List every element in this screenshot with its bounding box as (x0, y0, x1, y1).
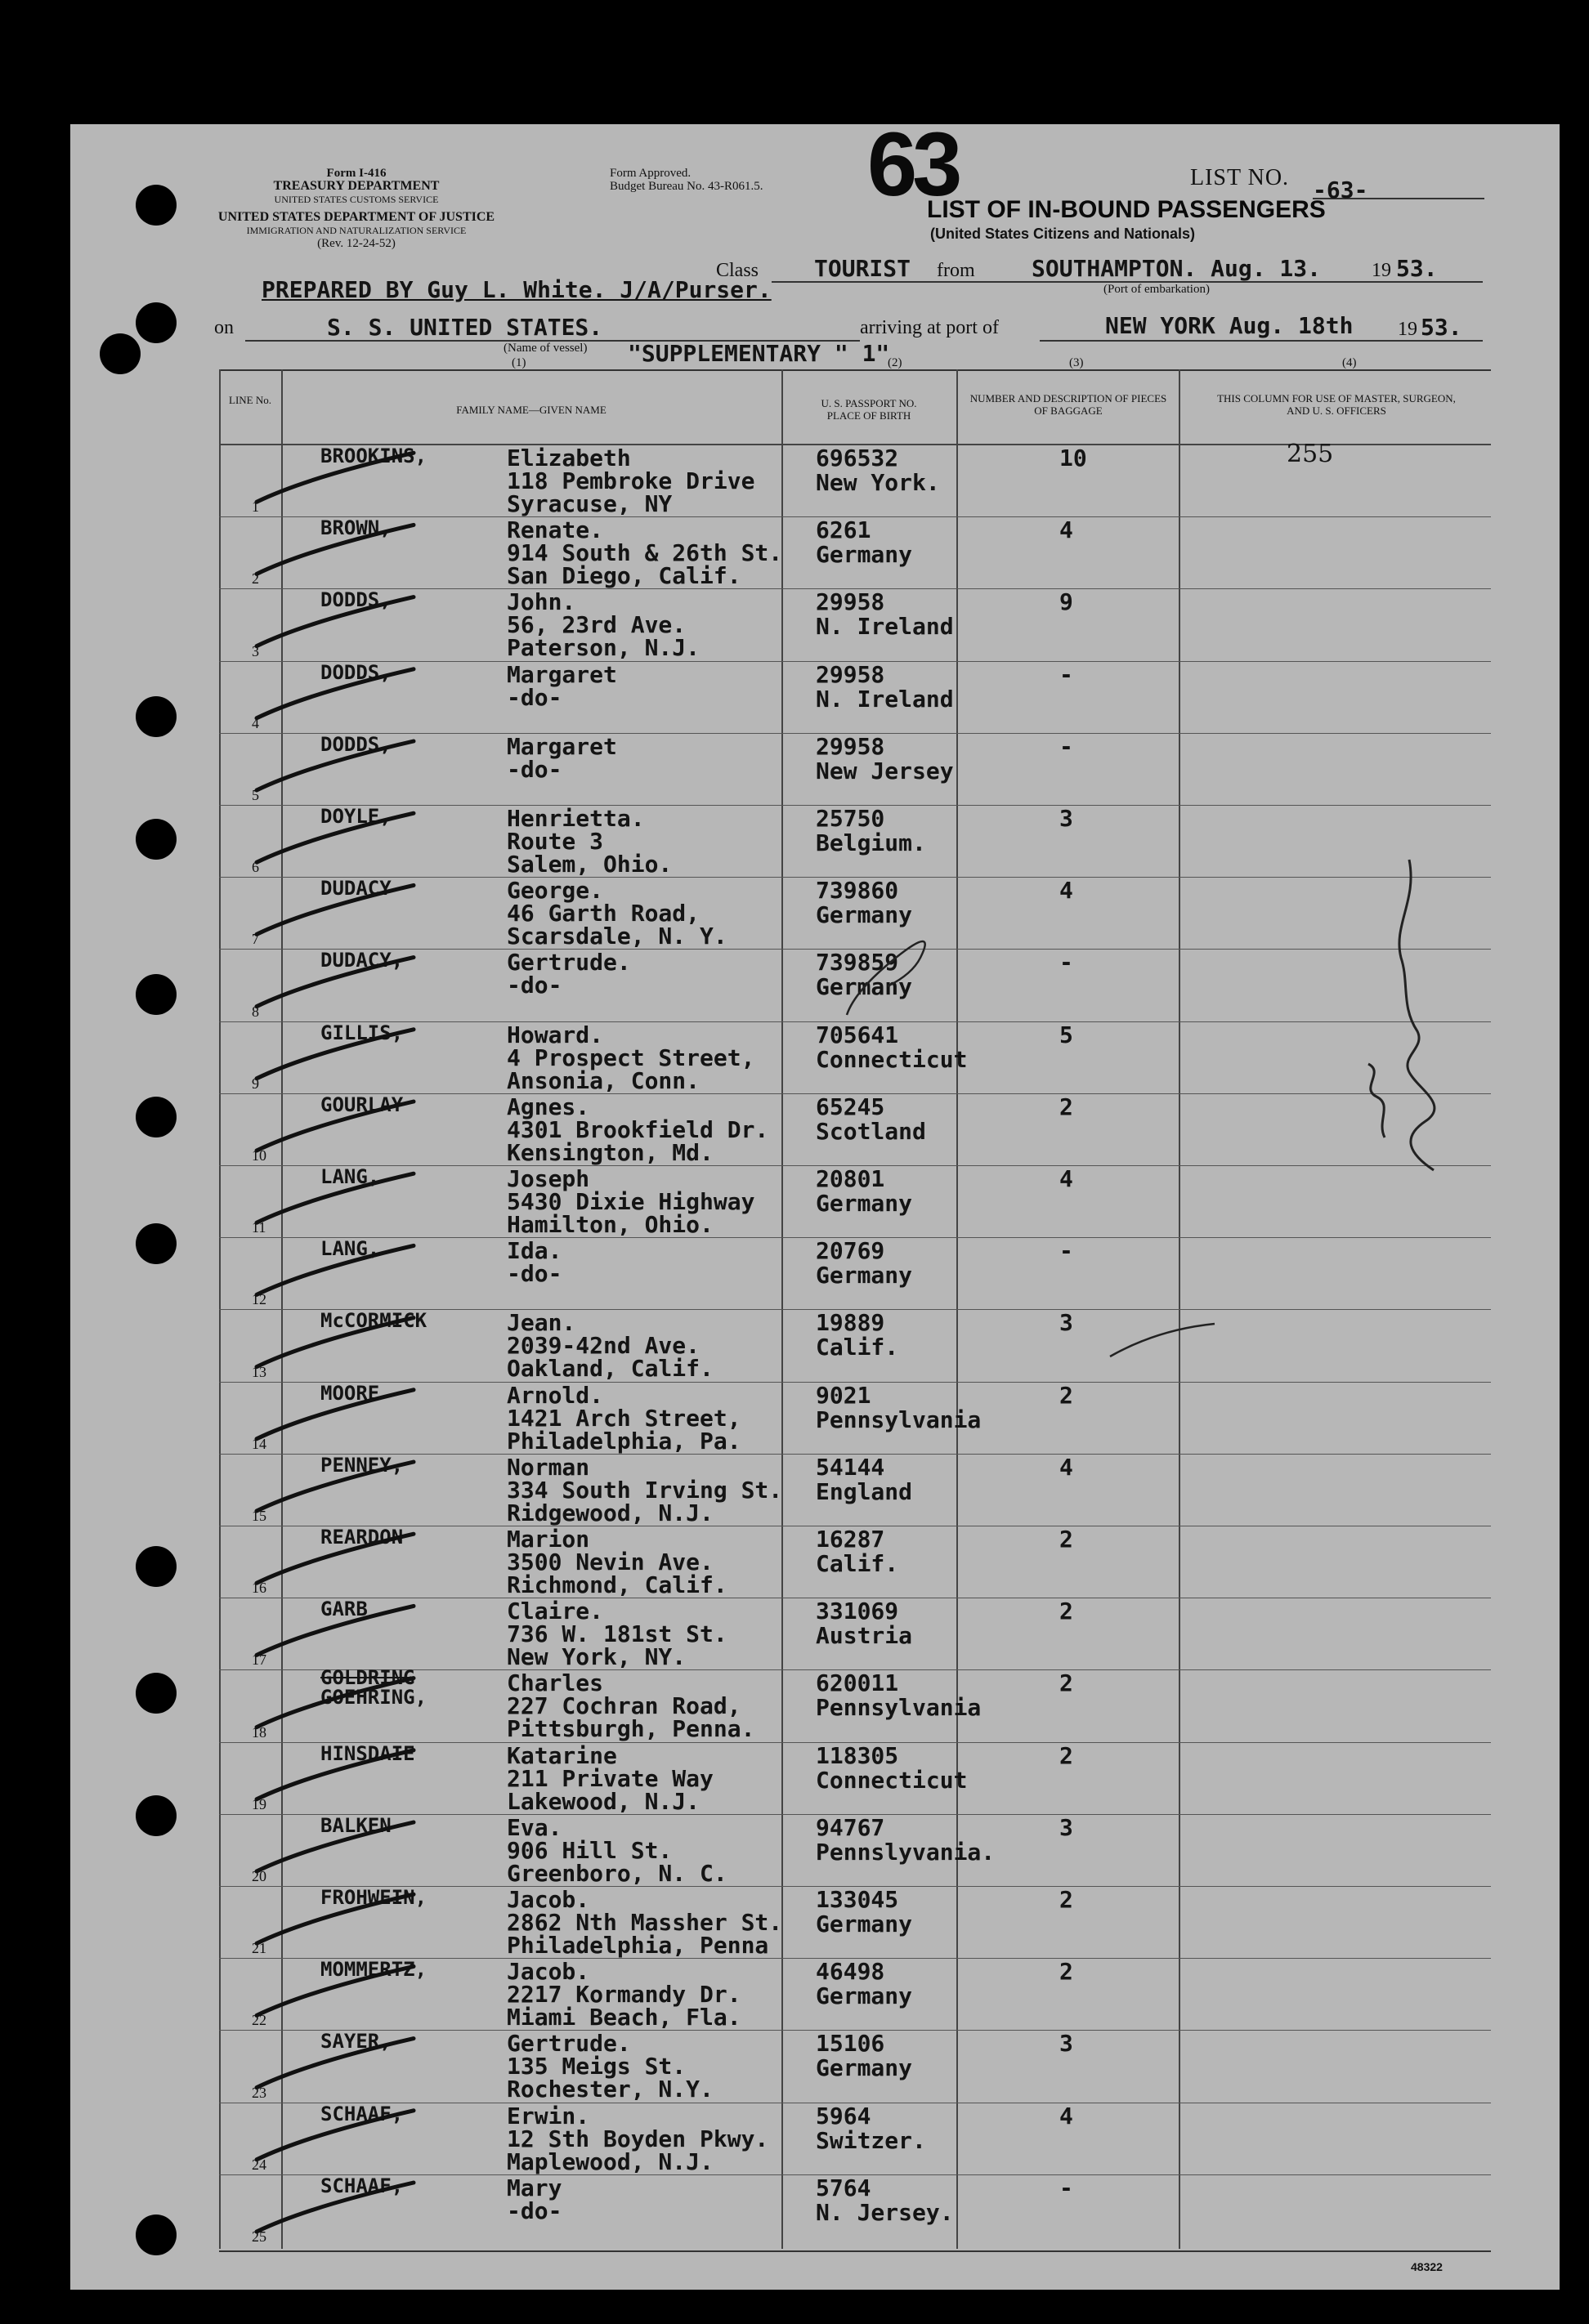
struck-family-name: GOLDRING (320, 1666, 415, 1690)
place-of-birth: Germany (816, 541, 913, 569)
line-number: 4 (252, 714, 259, 731)
baggage-count: - (1059, 1237, 1073, 1265)
manifest-page (70, 124, 1560, 2290)
passport-number: 620011 (816, 1669, 899, 1697)
line-number: 9 (252, 1075, 259, 1092)
customs-service: UNITED STATES CUSTOMS SERVICE (274, 194, 439, 205)
passport-number: 739859 (816, 949, 899, 977)
arrival-value: NEW YORK Aug. 18th (1105, 312, 1354, 339)
place-of-birth: Calif. (816, 1334, 899, 1361)
line-number: 16 (252, 1580, 266, 1597)
place-of-birth: New Jersey (816, 757, 954, 784)
arrival-field (1040, 314, 1483, 342)
header-passport: U. S. PASSPORT NO. PLACE OF BIRTH (821, 397, 917, 422)
given-name: Norman (507, 1453, 590, 1481)
family-name: GOURLAY (320, 1093, 404, 1116)
baggage-count: 3 (1059, 2030, 1073, 2058)
table-row (70, 733, 1560, 805)
passport-number: 5764 (816, 2174, 871, 2201)
family-name: DODDS, (320, 660, 392, 684)
column-1-caption: (1) (512, 356, 526, 369)
table-row (70, 516, 1560, 588)
line-number: 13 (252, 1363, 266, 1380)
passport-number: 46498 (816, 1958, 885, 1986)
arrival-year-prefix: 19 (1398, 319, 1417, 340)
place-of-birth: New York. (816, 469, 940, 496)
place-of-birth: Switzer. (816, 2126, 926, 2154)
address-line-2: Philadelphia, Pa. (507, 1427, 741, 1455)
year-value: 53. (1396, 255, 1438, 282)
given-name: Jacob. (507, 1958, 590, 1986)
line-number: 20 (252, 1867, 266, 1884)
passport-number: 5964 (816, 2102, 871, 2130)
place-of-birth: Germany (816, 2054, 913, 2082)
table-row (70, 1598, 1560, 1669)
address-line-2: Syracuse, NY (507, 490, 673, 517)
place-of-birth: N. Ireland (816, 685, 954, 713)
form-number: Form I-416 (326, 167, 387, 180)
place-of-birth: Pennslyvania. (816, 1838, 996, 1866)
line-number: 19 (252, 1795, 266, 1812)
line-number: 18 (252, 1723, 266, 1741)
line-number: 6 (252, 859, 259, 876)
table-row (70, 588, 1560, 660)
address-line-2: Pittsburgh, Penna. (507, 1715, 755, 1743)
address-line-1: 906 Hill St. (507, 1836, 673, 1864)
line-number: 22 (252, 2012, 266, 2029)
table-row (70, 2174, 1560, 2246)
table-row (70, 440, 1560, 517)
address-line-2: Philadelphia, Penna (507, 1932, 769, 1959)
vessel-name: S. S. UNITED STATES. (327, 314, 603, 341)
line-number: 24 (252, 2156, 266, 2173)
address-line-2: Salem, Ohio. (507, 851, 673, 878)
class-label: Class (716, 260, 759, 281)
passport-number: 696532 (816, 445, 899, 472)
baggage-count: 9 (1059, 588, 1073, 616)
given-name: Mary (507, 2174, 562, 2201)
table-row (70, 1237, 1560, 1309)
baggage-count: 2 (1059, 1886, 1073, 1913)
list-no-field (1313, 172, 1484, 203)
list-title: LIST OF IN-BOUND PASSENGERS (927, 196, 1326, 223)
line-number: 21 (252, 1940, 266, 1957)
place-of-birth: Germany (816, 901, 913, 929)
address-line-2: Miami Beach, Fla. (507, 2004, 741, 2031)
address-line-1: -do- (507, 2197, 562, 2224)
column-2-caption: (2) (888, 356, 902, 369)
place-of-birth: Connecticut (816, 1045, 968, 1073)
address-line-2: Rochester, N.Y. (507, 2076, 714, 2103)
list-big-number: 63 (867, 124, 958, 215)
port-field (987, 255, 1483, 283)
address-line-2: San Diego, Calif. (507, 562, 741, 590)
address-line-1: Route 3 (507, 828, 604, 855)
table-row (70, 877, 1560, 949)
address-line-1: 1421 Arch Street, (507, 1404, 741, 1432)
place-of-birth: Pennsylvania (816, 1406, 982, 1433)
given-name: Charles (507, 1669, 604, 1697)
table-row (70, 1814, 1560, 1886)
table-row (70, 2103, 1560, 2174)
address-line-1: 118 Pembroke Drive (507, 467, 755, 494)
address-line-1: 227 Cochran Road, (507, 1692, 741, 1720)
header-name: FAMILY NAME—GIVEN NAME (456, 404, 607, 416)
baggage-count: 2 (1059, 1093, 1073, 1120)
place-of-birth: Belgium. (816, 829, 926, 856)
address-line-2: Richmond, Calif. (507, 1571, 727, 1598)
family-name: McCORMICK (320, 1309, 427, 1333)
family-name: SCHAAF, (320, 2174, 404, 2197)
place-of-birth: Germany (816, 1190, 913, 1217)
from-label: from (937, 260, 975, 281)
passport-number: 6261 (816, 516, 871, 544)
line-number: 17 (252, 1651, 266, 1669)
line-number: 7 (252, 931, 259, 948)
table-row (70, 2030, 1560, 2102)
column-3-caption: (3) (1069, 356, 1084, 369)
address-line-2: Kensington, Md. (507, 1138, 714, 1166)
family-name: HINSDAIE (320, 1741, 415, 1765)
place-of-birth: Austria (816, 1622, 913, 1650)
footer-code: 48322 (1411, 2260, 1443, 2273)
address-line-2: Lakewood, N.J. (507, 1787, 701, 1815)
passport-number: 29958 (816, 588, 885, 616)
baggage-count: 3 (1059, 1813, 1073, 1841)
table-row (70, 1666, 1560, 1743)
passport-number: 29958 (816, 732, 885, 760)
baggage-count: 5 (1059, 1021, 1073, 1048)
given-name: Elizabeth (507, 445, 631, 472)
place-of-birth: N. Ireland (816, 613, 954, 641)
given-name: Claire. (507, 1598, 604, 1625)
baggage-count: 2 (1059, 1598, 1073, 1625)
justice-dept: UNITED STATES DEPARTMENT OF JUSTICE (217, 210, 495, 224)
address-line-1: 4 Prospect Street, (507, 1044, 755, 1071)
place-of-birth: Pennsylvania (816, 1694, 982, 1722)
line-number: 5 (252, 786, 259, 803)
place-of-birth: N. Jersey. (816, 2198, 954, 2226)
address-line-1: -do- (507, 755, 562, 783)
passport-number: 15106 (816, 2030, 885, 2058)
given-name: John. (507, 588, 576, 616)
table-row (70, 1742, 1560, 1814)
family-name: MOORE (320, 1381, 380, 1405)
family-name: GOEHRING, (320, 1686, 427, 1709)
passport-number: 739860 (816, 877, 899, 905)
baggage-count: 4 (1059, 1165, 1073, 1192)
address-line-2: Hamilton, Ohio. (507, 1211, 714, 1238)
family-name: LANG, (320, 1165, 380, 1188)
given-name: George. (507, 877, 604, 905)
given-name: Arnold. (507, 1381, 604, 1409)
place-of-birth: Germany (816, 1982, 913, 2010)
baggage-count: 2 (1059, 1669, 1073, 1697)
place-of-birth: Germany (816, 1911, 913, 1937)
officer-note: 255 (1287, 440, 1334, 468)
baggage-count: 3 (1059, 805, 1073, 832)
given-name: Erwin. (507, 2102, 590, 2130)
arrival-year-value: 53. (1421, 314, 1462, 341)
baggage-count: 10 (1059, 445, 1087, 472)
address-line-2: New York, NY. (507, 1643, 687, 1671)
address-line-1: 12 Sth Boyden Pkwy. (507, 2125, 769, 2152)
address-line-1: 736 W. 181st St. (507, 1620, 727, 1648)
family-name: DOYLE, (320, 805, 392, 828)
passport-number: 9021 (816, 1381, 871, 1409)
table-row (70, 1526, 1560, 1598)
passport-number: 133045 (816, 1886, 899, 1913)
passport-number: 20769 (816, 1237, 885, 1265)
baggage-count: - (1059, 660, 1073, 688)
binder-hole (100, 333, 141, 374)
table-row (70, 1382, 1560, 1454)
baggage-count: - (1059, 949, 1073, 977)
budget-bureau: Budget Bureau No. 43-R061.5. (610, 180, 763, 193)
line-number: 23 (252, 2084, 266, 2101)
family-name: FROHWEIN, (320, 1886, 427, 1909)
line-number: 1 (252, 498, 259, 516)
given-name: Eva. (507, 1813, 562, 1841)
given-name: Jean. (507, 1309, 576, 1337)
address-line-1: 2039-42nd Ave. (507, 1332, 701, 1360)
baggage-count: 2 (1059, 1526, 1073, 1553)
passport-number: 25750 (816, 805, 885, 832)
address-line-2: Ridgewood, N.J. (507, 1499, 714, 1526)
supplementary-label: "SUPPLEMENTARY " 1" (628, 340, 890, 367)
port-caption: (Port of embarkation) (1103, 283, 1210, 296)
on-label: on (214, 317, 234, 338)
family-name: GILLIS, (320, 1021, 404, 1044)
given-name: Gertrude. (507, 2030, 631, 2058)
line-number: 3 (252, 642, 259, 659)
given-name: Jacob. (507, 1886, 590, 1913)
baggage-count: 2 (1059, 1741, 1073, 1769)
baggage-count: 4 (1059, 1453, 1073, 1481)
passport-number: 20801 (816, 1165, 885, 1192)
baggage-count: 4 (1059, 516, 1073, 544)
family-name: BROWN, (320, 516, 392, 540)
family-name: LANG, (320, 1237, 380, 1261)
family-name: SAYER, (320, 2030, 392, 2054)
form-approval (610, 167, 763, 193)
given-name: Margaret (507, 732, 617, 760)
baggage-count: - (1059, 2174, 1073, 2201)
given-name: Ida. (507, 1237, 562, 1265)
line-number: 10 (252, 1146, 266, 1164)
family-name: DUDACY, (320, 949, 404, 972)
passport-number: 331069 (816, 1598, 899, 1625)
address-line-1: -do- (507, 972, 562, 999)
passport-number: 118305 (816, 1741, 899, 1769)
address-line-1: 211 Private Way (507, 1764, 714, 1792)
family-name: BROOKINS, (320, 445, 427, 467)
port-value: SOUTHAMPTON. Aug. 13. (1032, 255, 1322, 282)
baggage-count: 2 (1059, 1381, 1073, 1409)
address-line-1: 2862 Nth Massher St. (507, 1909, 783, 1936)
given-name: Margaret (507, 660, 617, 688)
table-row (70, 805, 1560, 877)
list-no-value: -63- (1313, 177, 1368, 203)
address-line-2: Maplewood, N.J. (507, 2147, 714, 2175)
given-name: Renate. (507, 516, 604, 544)
table-row (70, 1958, 1560, 2030)
passport-number: 19889 (816, 1309, 885, 1337)
passport-number: 16287 (816, 1526, 885, 1553)
address-line-1: -do- (507, 683, 562, 711)
revision-date: (Rev. 12-24-52) (317, 237, 396, 250)
passport-number: 54144 (816, 1453, 885, 1481)
passport-number: 29958 (816, 660, 885, 688)
address-line-1: 5430 Dixie Highway (507, 1188, 755, 1215)
baggage-count: 3 (1059, 1309, 1073, 1337)
given-name: Agnes. (507, 1093, 590, 1120)
list-subtitle: (United States Citizens and Nationals) (930, 226, 1196, 242)
form-header-left (209, 167, 504, 250)
place-of-birth: England (816, 1477, 913, 1505)
baggage-count: 4 (1059, 877, 1073, 905)
ins-service: IMMIGRATION AND NATURALIZATION SERVICE (246, 225, 467, 236)
address-line-2: Greenboro, N. C. (507, 1859, 727, 1887)
place-of-birth: Germany (816, 1262, 913, 1289)
place-of-birth: Scotland (816, 1117, 926, 1145)
list-no-label: LIST NO. (1190, 165, 1290, 190)
header-officers: THIS COLUMN FOR USE OF MASTER, SURGEON, AND U. S. OFFICERS (1217, 392, 1456, 417)
address-line-2: Paterson, N.J. (507, 634, 701, 662)
address-line-1: -do- (507, 1260, 562, 1288)
passport-number: 705641 (816, 1021, 899, 1048)
table-row (70, 1454, 1560, 1526)
given-name: Henrietta. (507, 805, 645, 832)
address-line-1: 2217 Kormandy Dr. (507, 1981, 741, 2009)
address-line-1: 56, 23rd Ave. (507, 611, 687, 639)
baggage-count: 2 (1059, 1958, 1073, 1986)
binder-hole (136, 185, 177, 226)
family-name: SCHAAF, (320, 2102, 404, 2125)
table-row (70, 1165, 1560, 1237)
passport-number: 94767 (816, 1813, 885, 1841)
baggage-count: - (1059, 732, 1073, 760)
header-line-no: LINE No. (229, 394, 271, 406)
vessel-field (245, 314, 860, 342)
line-number: 8 (252, 1003, 259, 1020)
family-name: DUDACY (320, 877, 392, 901)
family-name: GARB (320, 1598, 368, 1621)
table-row (70, 1886, 1560, 1958)
table-row (70, 1021, 1560, 1093)
treasury-dept: TREASURY DEPARTMENT (273, 179, 440, 193)
address-line-2: Scarsdale, N. Y. (507, 923, 727, 950)
family-name: BALKEN (320, 1813, 392, 1837)
place-of-birth: Connecticut (816, 1766, 968, 1794)
table-row (70, 1093, 1560, 1165)
binder-hole (136, 302, 177, 343)
form-approved: Form Approved. (610, 167, 692, 180)
column-4-caption: (4) (1342, 356, 1357, 369)
place-of-birth: Calif. (816, 1550, 899, 1577)
given-name: Marion (507, 1526, 590, 1553)
family-name: PENNEY, (320, 1453, 404, 1477)
class-value: TOURIST (814, 255, 911, 282)
address-line-1: 3500 Nevin Ave. (507, 1549, 714, 1575)
table-row (70, 1309, 1560, 1381)
address-line-1: 334 South Irving St. (507, 1476, 783, 1504)
address-line-1: 46 Garth Road, (507, 900, 701, 927)
prepared-by: PREPARED BY Guy L. White. J/A/Purser. (262, 276, 772, 303)
table-row (70, 949, 1560, 1021)
address-line-1: 914 South & 26th St. (507, 539, 783, 567)
given-name: Howard. (507, 1021, 604, 1048)
family-name: REARDON (320, 1526, 404, 1549)
address-line-1: 135 Meigs St. (507, 2053, 687, 2080)
address-line-2: Oakland, Calif. (507, 1355, 714, 1383)
family-name: DODDS, (320, 588, 392, 612)
baggage-count: 4 (1059, 2102, 1073, 2130)
line-number: 12 (252, 1291, 266, 1308)
line-number: 11 (252, 1219, 266, 1236)
line-number: 14 (252, 1435, 266, 1452)
given-name: Joseph (507, 1165, 590, 1192)
year-prefix: 19 (1372, 260, 1391, 281)
vessel-caption: (Name of vessel) (504, 342, 588, 355)
line-number: 2 (252, 570, 259, 588)
line-number: 25 (252, 2228, 266, 2245)
address-line-1: 4301 Brookfield Dr. (507, 1115, 769, 1143)
arriving-label: arriving at port of (860, 317, 999, 338)
given-name: Katarine (507, 1741, 617, 1769)
family-name: MOMMERTZ, (320, 1958, 427, 1982)
line-number: 15 (252, 1507, 266, 1524)
table-row (70, 661, 1560, 733)
place-of-birth: Germany (816, 973, 913, 1001)
header-baggage: NUMBER AND DESCRIPTION OF PIECES OF BAGGAGE (969, 392, 1167, 417)
address-line-2: Ansonia, Conn. (507, 1066, 701, 1094)
given-name: Gertrude. (507, 949, 631, 977)
passport-number: 65245 (816, 1093, 885, 1120)
family-name: DODDS, (320, 732, 392, 756)
